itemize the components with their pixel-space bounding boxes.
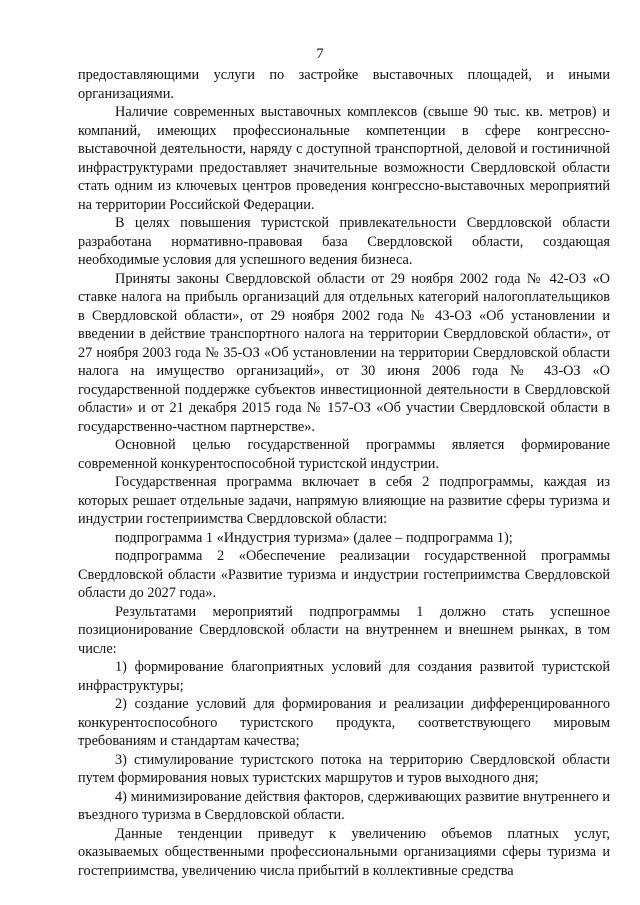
paragraph-subprogram-1: подпрограмма 1 «Индустрия туризма» (далее – подпрограмма 1); xyxy=(115,529,513,546)
paragraph-trends: Данные тенденции приведут к увеличению объемов платных услуг, оказываемых общественными профессиональными организациями сферы туризма и гостеприимства, увеличению числа прибытий в коллективные средства xyxy=(78,825,610,879)
list-item-2: 2) создание условий для формирования и реализации дифференцированного конкурентоспособного туристского продукта, соответствующего мировым требованиям и стандартам качества; xyxy=(78,696,610,749)
paragraph-subprogram-2: подпрограмма 2 «Обеспечение реализации государственной программы Свердловской области «Развитие туризма и индустрии гостеприимства Свердловской области до 2027 года». xyxy=(78,548,610,601)
paragraph-continuation: предоставляющими услуги по застройке выставочных площадей, и иными организациями. xyxy=(78,67,610,102)
paragraph-main-goal: Основной целью государственной программы является формирование современной конкурентоспособной туристской индустрии. xyxy=(78,437,610,472)
list-item-4: 4) минимизирование действия факторов, сдерживающих развитие внутреннего и въездного туризма в Свердловской области. xyxy=(78,788,610,823)
paragraph-exhibition-complexes: Наличие современных выставочных комплексов (свыше 90 тыс. кв. метров) и компаний, имеющих профессиональные компетенции в сфере конгрессно-выставочной деятельности, наряду с доступной транспортной, деловой и гостиничной инфраструктурами предоставляет значительные возможности Свердловской области стать одним из ключевых центров проведения конгрессно-выставочных мероприятий на территории Российской Федерации. xyxy=(78,104,610,213)
document-body xyxy=(78,66,610,880)
paragraph-laws: Приняты законы Свердловской области от 29 ноября 2002 года № 42-ОЗ «О ставке налога на прибыль организаций для отдельных категорий налогоплательщиков в Свердловской области», от 29 ноября 2002 года № 43-ОЗ «Об установлении и введении в действие транспортного налога на территории Свердловской области», от 27 ноября 2003 года № 35-ОЗ «Об установлении на территории Свердловской области налога на имущество организаций», от 30 июня 2006 года № 43-ОЗ «О государственной поддержке субъектов инвестиционной деятельности в Свердловской области» и от 21 декабря 2015 года № 157-ОЗ «Об участии Свердловской области в государственно-частном партнерстве». xyxy=(78,270,610,435)
list-item-3: 3) стимулирование туристского потока на территорию Свердловской области путем формирования новых туристских маршрутов и туров выходного дня; xyxy=(78,751,610,786)
page-number: 7 xyxy=(316,46,324,62)
paragraph-results: Результатами мероприятий подпрограммы 1 должно стать успешное позиционирование Свердловской области на внутреннем и внешнем рынках, в том числе: xyxy=(78,603,610,657)
list-item-1: 1) формирование благоприятных условий для создания развитой туристской инфраструктуры; xyxy=(78,659,610,694)
paragraph-subprograms-intro: Государственная программа включает в себя 2 подпрограммы, каждая из которых решает отдельные задачи, напрямую влияющие на развитие сферы туризма и индустрии гостеприимства Свердловской области: xyxy=(78,474,610,527)
paragraph-regulatory-base: В целях повышения туристской привлекательности Свердловской области разработана нормативно-правовая база Свердловской области, создающая необходимые условия для успешного ведения бизнеса. xyxy=(78,215,610,268)
